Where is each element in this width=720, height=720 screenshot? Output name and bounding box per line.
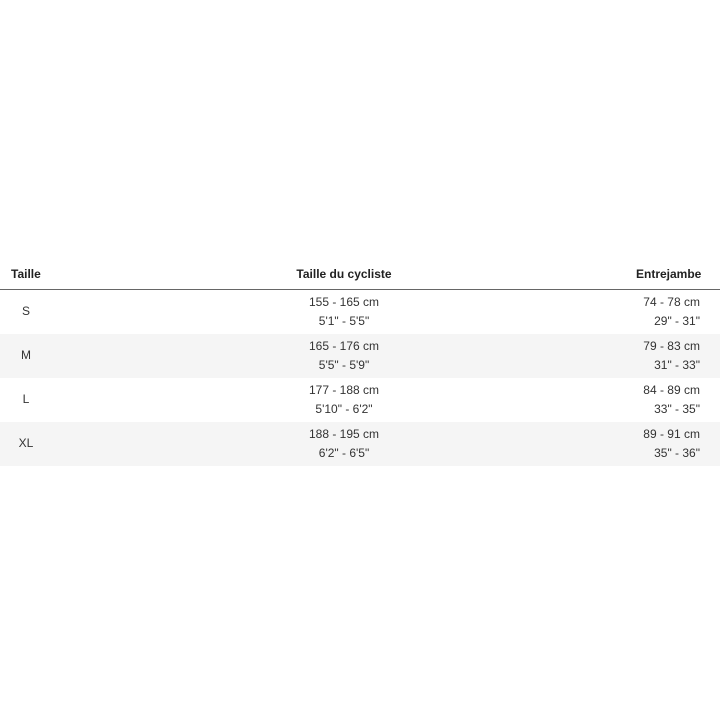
header-size: Taille — [0, 258, 52, 290]
rider-height-cell — [52, 378, 636, 422]
header-row — [0, 258, 720, 290]
table-row — [0, 422, 720, 466]
inseam-cm: 79 - 83 cm — [643, 338, 700, 353]
height-ft: 5'10" - 6'2" — [315, 401, 373, 416]
header-rider-height: Taille du cycliste — [52, 258, 636, 290]
height-cm: 188 - 195 cm — [308, 426, 380, 441]
table-row — [0, 334, 720, 378]
size-cell: L — [22, 392, 30, 406]
size-cell: S — [21, 304, 30, 319]
height-cm: 165 - 176 cm — [308, 338, 380, 353]
height-ft: 6'2" - 6'5" — [318, 445, 370, 460]
table-row — [0, 378, 720, 422]
size-cell: XL — [18, 436, 34, 450]
size-chart-table — [0, 258, 720, 466]
inseam-cm: 74 - 78 cm — [643, 294, 700, 309]
inseam-cell — [636, 334, 720, 378]
size-cell: M — [21, 348, 31, 362]
height-ft: 5'1" - 5'5" — [318, 313, 370, 328]
inseam-cell — [636, 422, 720, 466]
inseam-in: 33" - 35" — [654, 401, 700, 416]
inseam-cell — [636, 290, 720, 334]
inseam-in: 31" - 33" — [654, 357, 700, 372]
size-chart-header — [0, 258, 720, 290]
height-cm: 177 - 188 cm — [308, 382, 380, 397]
header-inseam: Entrejambe — [636, 258, 720, 290]
inseam-cm: 84 - 89 cm — [643, 382, 700, 397]
inseam-cell — [636, 378, 720, 422]
table-row — [0, 290, 720, 334]
rider-height-cell — [52, 290, 636, 334]
height-ft: 5'5" - 5'9" — [318, 357, 370, 372]
inseam-cm: 89 - 91 cm — [643, 426, 700, 441]
rider-height-cell — [52, 422, 636, 466]
height-cm: 155 - 165 cm — [308, 294, 380, 309]
inseam-in: 35" - 36" — [654, 445, 700, 460]
size-chart-body — [0, 290, 720, 466]
inseam-in: 29" - 31" — [654, 313, 700, 328]
rider-height-cell — [52, 334, 636, 378]
